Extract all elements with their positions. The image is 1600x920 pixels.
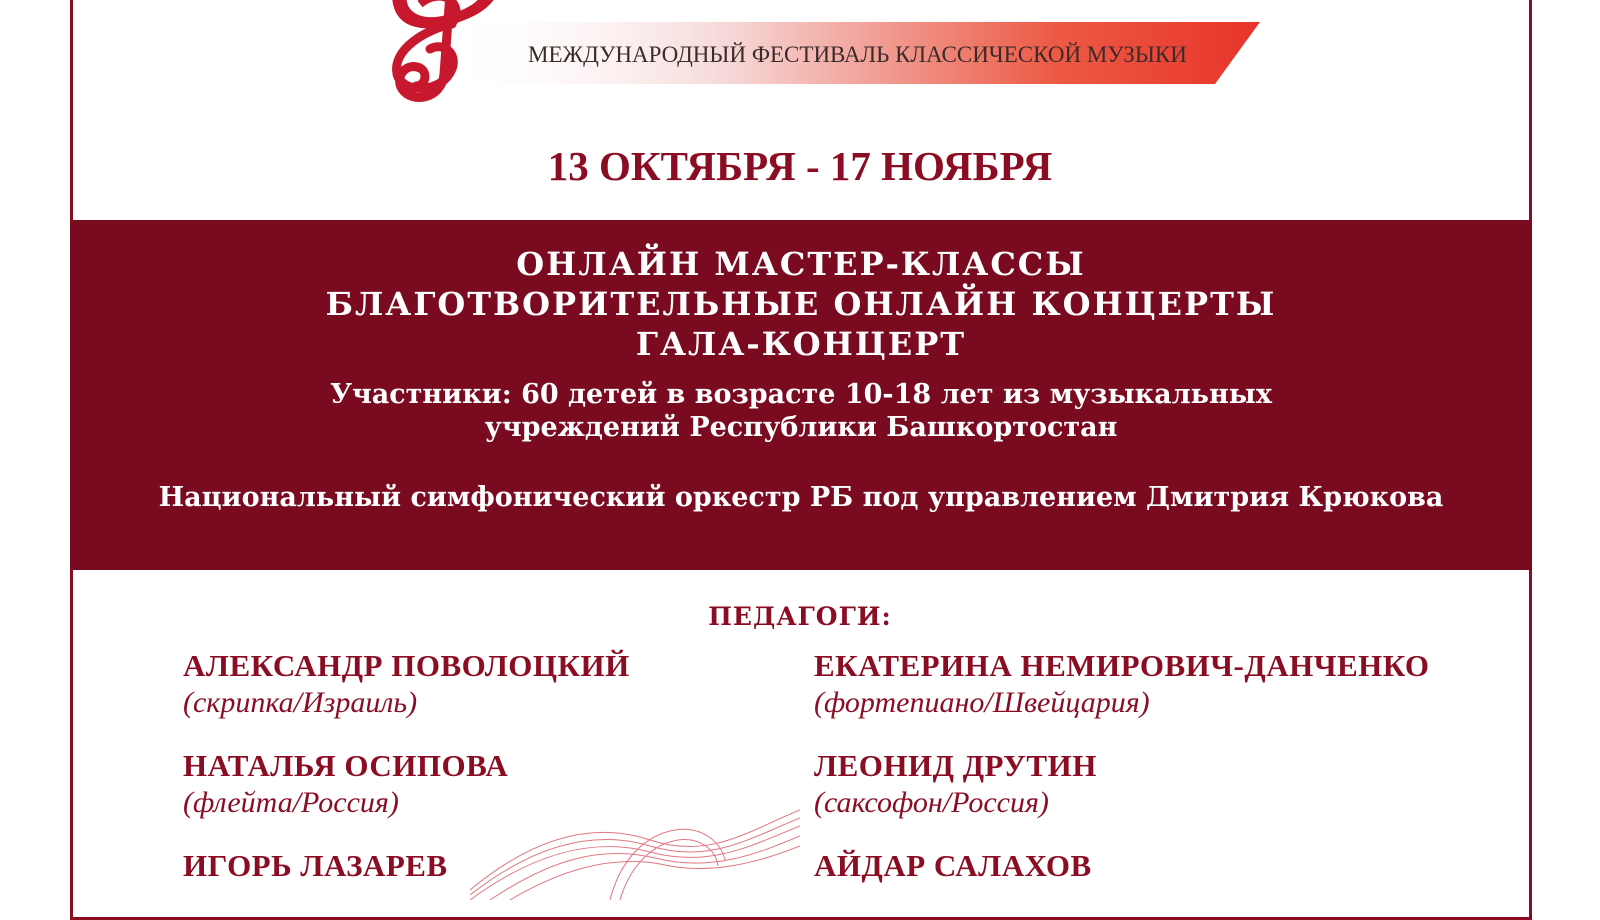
teacher-name: НАТАЛЬЯ ОСИПОВА xyxy=(183,748,509,783)
teacher-entry xyxy=(183,648,630,720)
decorative-swirl xyxy=(470,800,800,900)
participants-line: учреждений Республики Башкортостан xyxy=(484,412,1118,443)
teacher-name: АЛЕКСАНДР ПОВОЛОЦКИЙ xyxy=(183,648,630,683)
teacher-name: ЕКАТЕРИНА НЕМИРОВИЧ-ДАНЧЕНКО xyxy=(814,648,1430,683)
event-item: ГАЛА-КОНЦЕРТ xyxy=(635,325,967,363)
orchestra-text: Национальный симфонический оркестр РБ под управлением Дмитрия Крюкова xyxy=(158,482,1444,513)
program-band xyxy=(70,220,1532,570)
event-item: ОНЛАЙН МАСТЕР-КЛАССЫ xyxy=(516,245,1086,283)
teacher-role: (фортепиано/Швейцария) xyxy=(814,686,1150,719)
teacher-name: ЛЕОНИД ДРУТИН xyxy=(814,748,1097,783)
teacher-entry xyxy=(814,648,1430,720)
events-list xyxy=(70,244,1532,364)
teacher-name: ИГОРЬ ЛАЗАРЕВ xyxy=(183,848,448,883)
teacher-entry xyxy=(814,748,1097,820)
teacher-name: АЙДАР САЛАХОВ xyxy=(814,848,1092,883)
treble-clef-icon xyxy=(372,0,502,106)
festival-dates: 13 ОКТЯБРЯ - 17 НОЯБРЯ xyxy=(547,143,1053,189)
teacher-role: (флейта/Россия) xyxy=(183,786,399,819)
teacher-role: (скрипка/Израиль) xyxy=(183,686,418,719)
participants-text xyxy=(70,378,1532,444)
teacher-role: (саксофон/Россия) xyxy=(814,786,1049,819)
teacher-entry xyxy=(183,848,448,884)
event-item: БЛАГОТВОРИТЕЛЬНЫЕ ОНЛАЙН КОНЦЕРТЫ xyxy=(325,285,1277,323)
teacher-entry xyxy=(183,748,508,820)
teacher-entry xyxy=(814,848,1092,884)
participants-line: Участники: 60 детей в возрасте 10-18 лет из музыкальных xyxy=(330,379,1272,410)
festival-subtitle: МЕЖДУНАРОДНЫЙ ФЕСТИВАЛЬ КЛАССИЧЕСКОЙ МУЗЫКИ xyxy=(528,42,1187,67)
teachers-title: ПЕДАГОГИ: xyxy=(708,602,892,631)
